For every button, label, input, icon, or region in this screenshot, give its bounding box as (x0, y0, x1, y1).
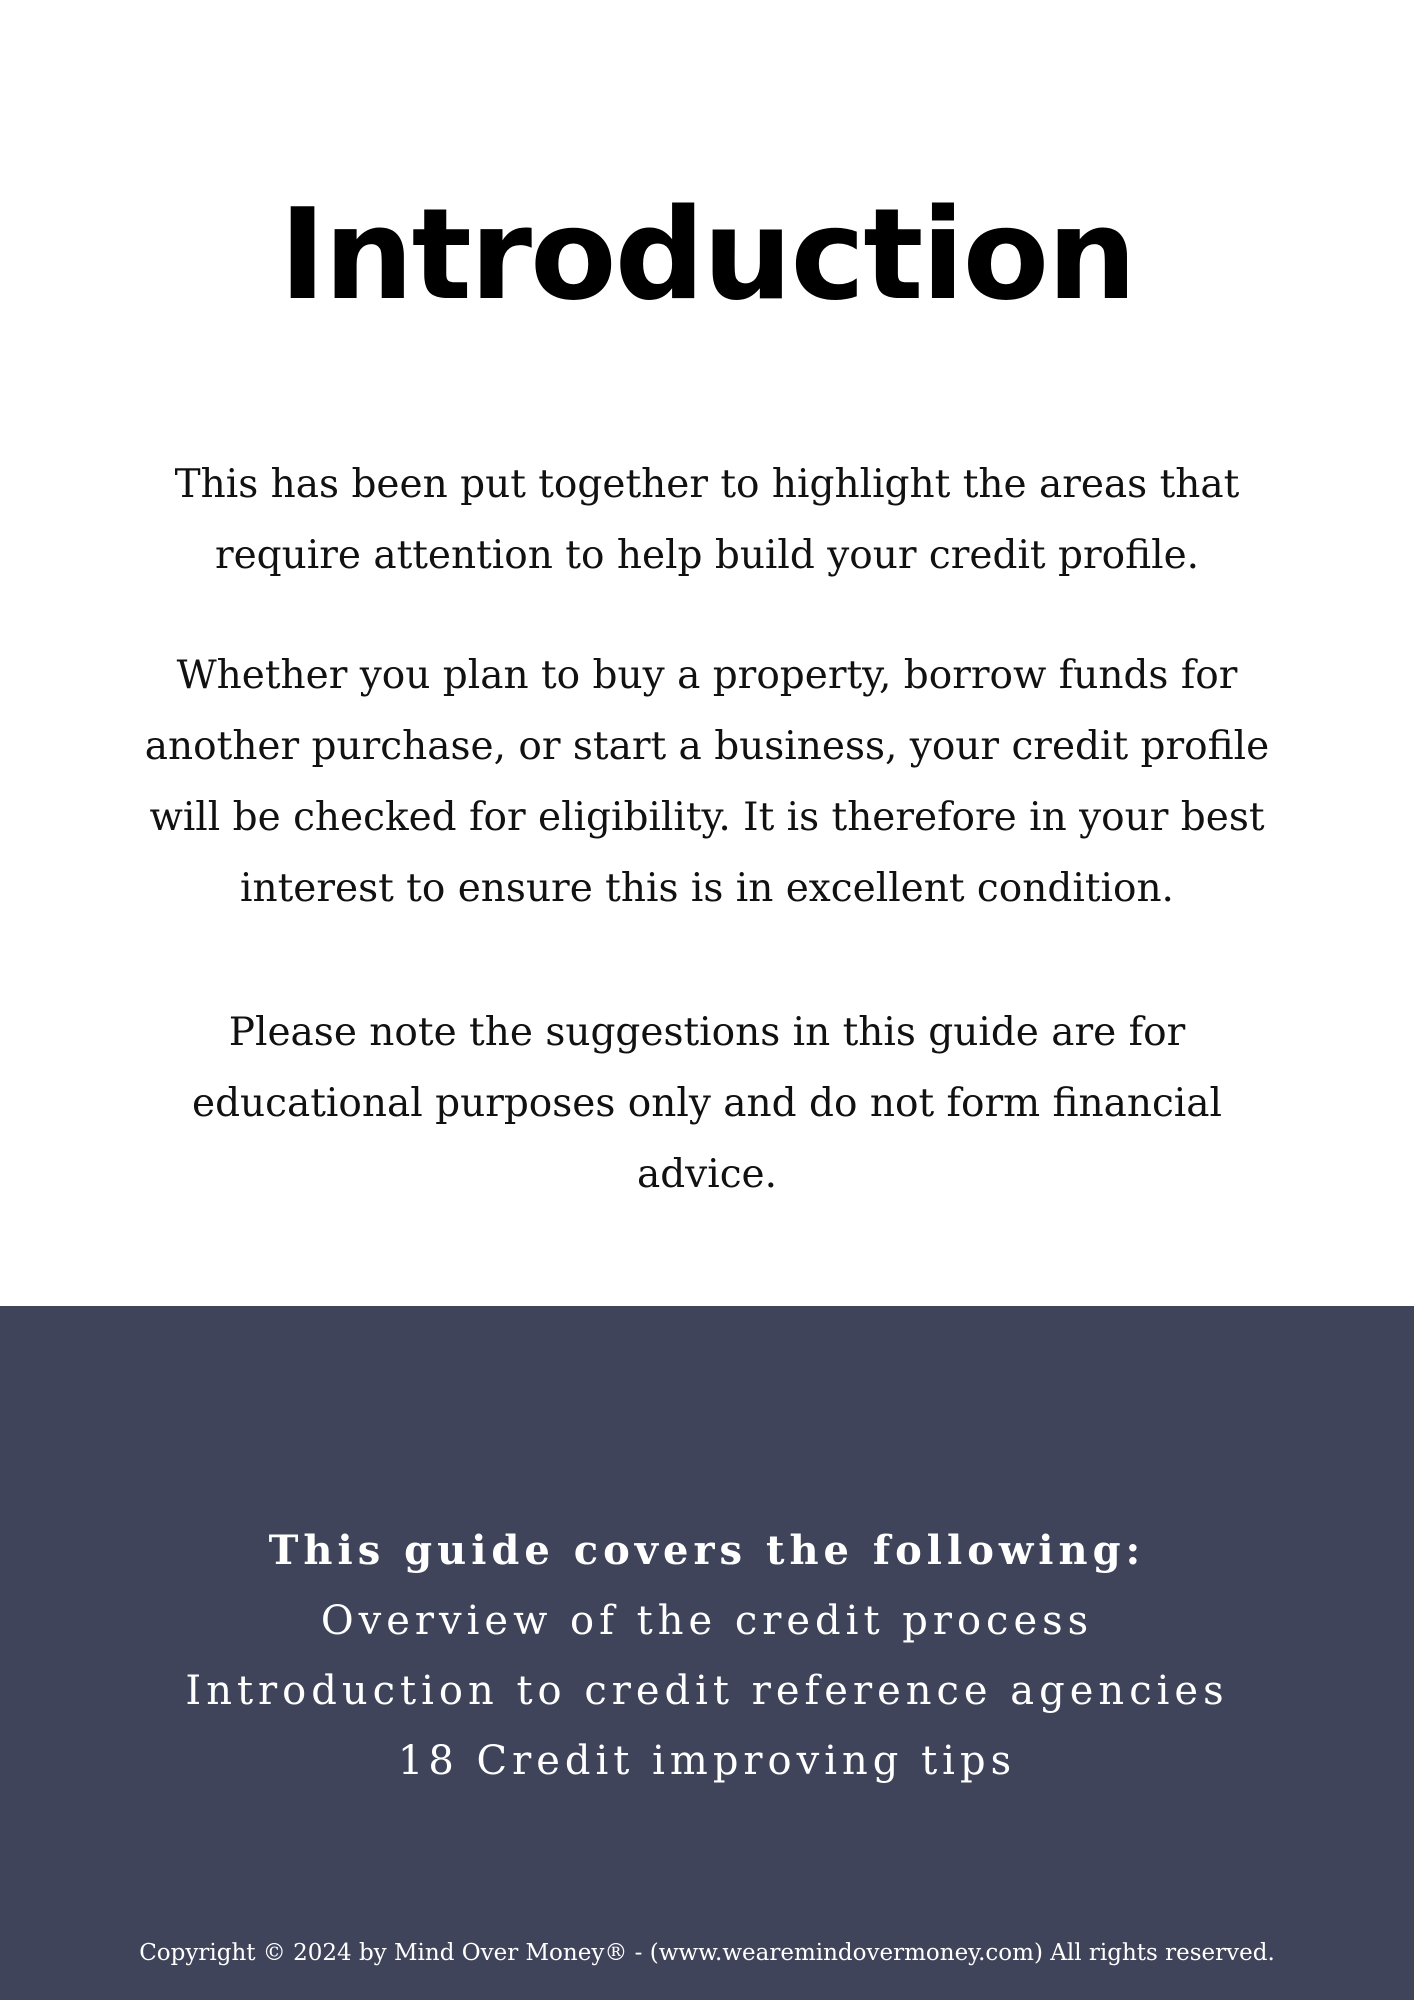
paragraph-line: Whether you plan to buy a property, borrow funds for (176, 653, 1238, 698)
guide-contents-heading: This guide covers the following: (268, 1527, 1146, 1574)
paragraph-line: another purchase, or start a business, your credit profile (144, 724, 1270, 769)
intro-paragraph-disclaimer (0, 997, 1414, 1210)
guide-contents-item: Overview of the credit process (320, 1598, 1094, 1644)
guide-contents-item: Introduction to credit reference agencies (185, 1668, 1229, 1714)
paragraph-line: will be checked for eligibility. It is therefore in your best (149, 795, 1265, 840)
paragraph-line: Please note the suggestions in this guide are for (228, 1010, 1186, 1055)
paragraph-line: interest to ensure this is in excellent condition. (240, 866, 1174, 911)
paragraph-line: require attention to help build your credit profile. (214, 533, 1200, 578)
copyright-notice: Copyright © 2024 by Mind Over Money® - (www.wearemindovermoney.com) All rights reserved. (139, 1940, 1275, 1966)
page-title: Introduction (279, 181, 1135, 328)
paragraph-line: This has been put together to highlight the areas that (174, 462, 1240, 507)
intro-paragraph-eligibility (0, 640, 1414, 924)
intro-paragraph-purpose (0, 449, 1414, 591)
paragraph-line: educational purposes only and do not form financial (191, 1081, 1222, 1126)
paragraph-line: advice. (636, 1152, 778, 1197)
guide-contents (0, 1516, 1414, 1796)
guide-contents-item: 18 Credit improving tips (397, 1738, 1017, 1784)
